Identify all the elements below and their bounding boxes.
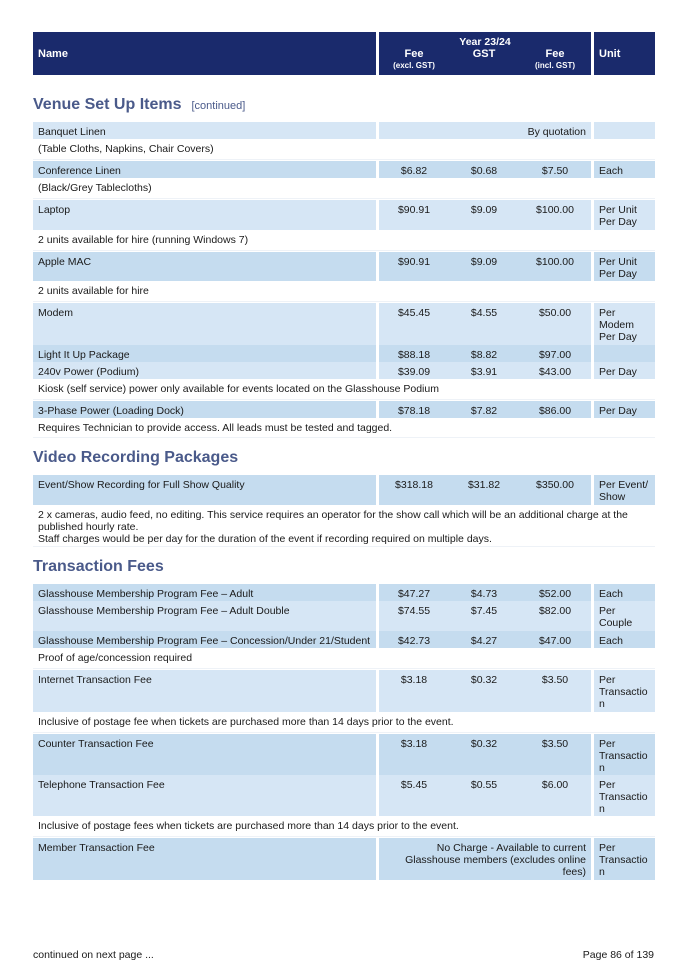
- header-name-label: Name: [38, 47, 68, 60]
- row-gst: $3.91: [449, 362, 519, 379]
- row-fee-excl: $45.45: [379, 303, 449, 345]
- row-gst: $0.32: [449, 734, 519, 775]
- row-unit: Per Transactio n: [594, 734, 655, 775]
- header-name: [33, 32, 376, 75]
- row-fee-excl: $3.18: [379, 734, 449, 775]
- row-note: [33, 505, 655, 547]
- row-note-line-2: Staff charges would be per day for the duration of the event if recording required on multiple days.: [38, 533, 492, 545]
- header-fee-incl-sub: (incl. GST): [535, 61, 575, 70]
- row-fee-incl: $7.50: [519, 161, 591, 178]
- row-gst: $31.82: [449, 475, 519, 505]
- row-note-line-1: 2 x cameras, audio feed, no editing. This service requires an operator for the show call which will be an additional charge at the published hourly rate.: [38, 509, 628, 533]
- row-note: 2 units available for hire (running Windows 7): [33, 230, 655, 251]
- row-fee-excl: $78.18: [379, 401, 449, 418]
- header-unit-label: Unit: [599, 47, 621, 60]
- row-fee-incl: $43.00: [519, 362, 591, 379]
- row-gst: $9.09: [449, 200, 519, 230]
- row-fee-incl: $82.00: [519, 601, 591, 631]
- row-unit: Per Couple: [594, 601, 655, 631]
- row-fee-excl: $3.18: [379, 670, 449, 712]
- row-name: Modem: [33, 303, 376, 345]
- row-fee-incl: $47.00: [519, 631, 591, 648]
- row-fee-span: By quotation: [379, 122, 591, 139]
- row-name: Member Transaction Fee: [33, 838, 376, 880]
- row-fee-span: No Charge - Available to current Glasshouse members (excludes online fees): [379, 838, 591, 880]
- row-fee-incl: $97.00: [519, 345, 591, 362]
- row-gst: $0.55: [449, 775, 519, 816]
- footer-continued: continued on next page ...: [33, 949, 154, 961]
- row-unit: Per Unit Per Day: [594, 200, 655, 230]
- row-fee-incl: $3.50: [519, 734, 591, 775]
- row-name: Laptop: [33, 200, 376, 230]
- header-year: Year 23/24: [459, 36, 511, 48]
- table-row: [33, 252, 655, 281]
- row-note: Kiosk (self service) power only available for events located on the Glasshouse Podium: [33, 379, 655, 400]
- row-gst: $7.45: [449, 601, 519, 631]
- row-gst: $4.73: [449, 584, 519, 601]
- table-row: [33, 838, 655, 880]
- row-unit: Per Modem Per Day: [594, 303, 655, 345]
- table-row: [33, 345, 655, 362]
- row-fee-incl: $100.00: [519, 252, 591, 281]
- section-venue-heading: Venue Set Up Items: [33, 96, 182, 113]
- table-row: [33, 122, 655, 139]
- row-unit: Per Transactio n: [594, 775, 655, 816]
- row-note: Requires Technician to provide access. All leads must be tested and tagged.: [33, 418, 655, 438]
- row-fee-incl: $86.00: [519, 401, 591, 418]
- row-unit: [594, 122, 655, 139]
- row-fee-incl: $50.00: [519, 303, 591, 345]
- table-row: [33, 775, 655, 816]
- table-row: [33, 303, 655, 345]
- row-name: Conference Linen: [33, 161, 376, 178]
- row-name: Light It Up Package: [33, 345, 376, 362]
- row-note: (Table Cloths, Napkins, Chair Covers): [33, 139, 655, 160]
- header-gst-label: GST: [472, 48, 496, 60]
- row-gst: $0.68: [449, 161, 519, 178]
- section-venue-continued: [continued]: [191, 100, 246, 112]
- row-gst: $9.09: [449, 252, 519, 281]
- table-row: [33, 475, 655, 505]
- row-name: Glasshouse Membership Program Fee – Concession/Under 21/Student: [33, 631, 376, 648]
- row-gst: $0.32: [449, 670, 519, 712]
- table-row: [33, 631, 655, 648]
- row-fee-excl: $39.09: [379, 362, 449, 379]
- row-unit: [594, 345, 655, 362]
- row-note: Proof of age/concession required: [33, 648, 655, 669]
- row-unit: Per Transactio n: [594, 670, 655, 712]
- row-note: Inclusive of postage fees when tickets are purchased more than 14 days prior to the event.: [33, 816, 655, 837]
- row-gst: $4.55: [449, 303, 519, 345]
- row-name: Event/Show Recording for Full Show Quality: [33, 475, 376, 505]
- header-fee-incl: [519, 48, 591, 72]
- header-fee-excl-sub: (excl. GST): [393, 61, 435, 70]
- row-fee-excl: $88.18: [379, 345, 449, 362]
- table-header: [33, 32, 655, 75]
- footer-page-number: Page 86 of 139: [582, 949, 654, 961]
- row-gst: $8.82: [449, 345, 519, 362]
- header-unit: [594, 32, 655, 75]
- row-name: 3-Phase Power (Loading Dock): [33, 401, 376, 418]
- section-video-heading: Video Recording Packages: [33, 449, 239, 466]
- row-note: Inclusive of postage fee when tickets are purchased more than 14 days prior to the event.: [33, 712, 655, 733]
- row-fee-excl: $318.18: [379, 475, 449, 505]
- row-fee-incl: $100.00: [519, 200, 591, 230]
- table-row: [33, 362, 655, 379]
- row-fee-incl: $6.00: [519, 775, 591, 816]
- row-fee-incl: $350.00: [519, 475, 591, 505]
- header-fee-excl: [379, 48, 449, 72]
- section-transaction-heading: Transaction Fees: [33, 558, 164, 575]
- row-name: 240v Power (Podium): [33, 362, 376, 379]
- section-title-venue: [33, 96, 245, 114]
- row-unit: Each: [594, 161, 655, 178]
- table-row: [33, 734, 655, 775]
- header-gst: [449, 48, 519, 60]
- row-fee-excl: $6.82: [379, 161, 449, 178]
- row-fee-incl: $3.50: [519, 670, 591, 712]
- section-title-video: [33, 449, 238, 467]
- row-note: 2 units available for hire: [33, 281, 655, 302]
- row-name: Apple MAC: [33, 252, 376, 281]
- row-unit: Per Day: [594, 362, 655, 379]
- row-name: Internet Transaction Fee: [33, 670, 376, 712]
- row-name: Glasshouse Membership Program Fee – Adult: [33, 584, 376, 601]
- row-unit: Per Event/ Show: [594, 475, 655, 505]
- row-note: (Black/Grey Tablecloths): [33, 178, 655, 199]
- row-name: Banquet Linen: [33, 122, 376, 139]
- row-fee-excl: $5.45: [379, 775, 449, 816]
- row-fee-incl: $52.00: [519, 584, 591, 601]
- row-fee-excl: $90.91: [379, 200, 449, 230]
- row-fee-excl: $90.91: [379, 252, 449, 281]
- header-fee-excl-label: Fee: [404, 48, 424, 60]
- row-unit: Each: [594, 584, 655, 601]
- row-name: Telephone Transaction Fee: [33, 775, 376, 816]
- row-unit: Each: [594, 631, 655, 648]
- row-fee-excl: $74.55: [379, 601, 449, 631]
- table-row: [33, 584, 655, 601]
- header-year-group: [379, 32, 591, 75]
- row-fee-excl: $47.27: [379, 584, 449, 601]
- row-gst: $4.27: [449, 631, 519, 648]
- table-row: [33, 601, 655, 631]
- row-unit: Per Day: [594, 401, 655, 418]
- table-row: [33, 401, 655, 418]
- row-name: Glasshouse Membership Program Fee – Adult Double: [33, 601, 376, 631]
- row-gst: $7.82: [449, 401, 519, 418]
- row-unit: Per Unit Per Day: [594, 252, 655, 281]
- row-unit: Per Transactio n: [594, 838, 655, 880]
- section-title-transaction: [33, 558, 164, 576]
- table-row: [33, 200, 655, 230]
- header-fee-incl-label: Fee: [545, 48, 565, 60]
- row-fee-excl: $42.73: [379, 631, 449, 648]
- table-row: [33, 670, 655, 712]
- table-row: [33, 161, 655, 178]
- row-name: Counter Transaction Fee: [33, 734, 376, 775]
